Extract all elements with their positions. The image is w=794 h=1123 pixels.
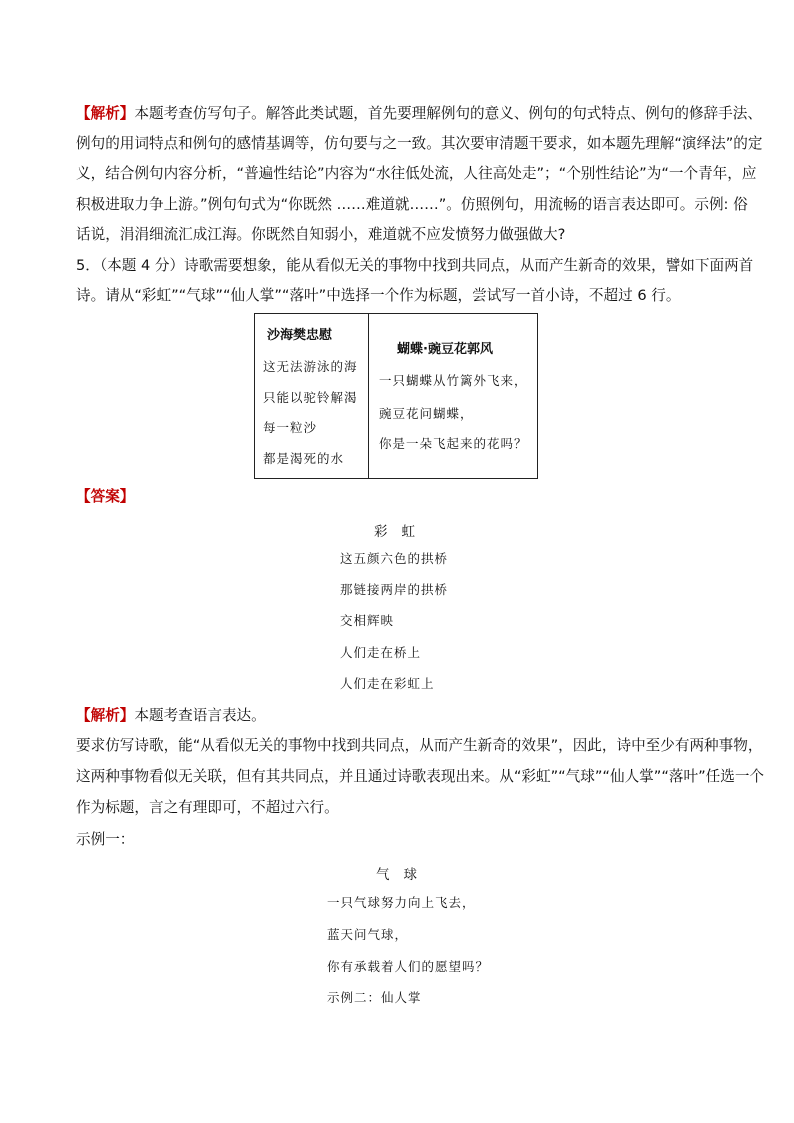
analysis-tag: 【解析】 xyxy=(76,707,135,724)
question5-line-2: 诗。请从“彩虹”“气球”“仙人掌”“落叶”中选择一个作为标题，尝试写一首小诗，不超过 6 行。 xyxy=(76,287,681,304)
poem-right-cell xyxy=(369,314,537,478)
answer-poem-line: 人们走在彩虹上 xyxy=(340,676,435,691)
analysis1-line-2: 例句的用词特点和例句的感情基调等，仿句要与之一致。其次要审清题干要求，如本题先理解“演绎法”的定 xyxy=(76,135,763,152)
poem-right-line: 一只蝴蝶从竹篱外飞来， xyxy=(379,373,528,388)
answer-tag: 【答案】 xyxy=(76,488,135,505)
poem-right-title: 蝴蝶·豌豆花郭风 xyxy=(397,342,493,357)
analysis1-line-5: 话说，涓涓细流汇成江海。你既然自知弱小，难道就不应发愤努力做强做大? xyxy=(76,226,566,243)
answer-poem-line: 那链接两岸的拱桥 xyxy=(340,582,449,597)
example1-label: 示例一： xyxy=(76,831,135,848)
poem-left-title: 沙海樊忠慰 xyxy=(267,328,333,343)
example1-line: 你有承载着人们的愿望吗？ xyxy=(327,959,490,974)
poem-left-line: 每一粒沙 xyxy=(263,420,318,435)
analysis1-line-1: 【解析】本题考查仿写句子。解答此类试题，首先要理解例句的意义、例句的句式特点、例句的修辞手法、 xyxy=(76,105,762,122)
analysis-tag: 【解析】 xyxy=(76,105,135,122)
poem-left-cell xyxy=(255,314,369,478)
poem-left-line: 只能以驼铃解渴 xyxy=(263,390,358,405)
answer-tag-line xyxy=(76,487,134,507)
example1-line: 一只气球努力向上飞去， xyxy=(327,895,476,910)
poem-table xyxy=(254,313,538,479)
answer-poem-line: 交相辉映 xyxy=(340,613,395,628)
answer-poem-line: 人们走在桥上 xyxy=(340,645,422,660)
analysis2-line-3: 这两种事物看似无关联，但有其共同点，并且通过诗歌表现出来。从“彩虹”“气球”“仙人掌”“落叶”任选一个 xyxy=(76,768,765,785)
analysis1-line-4: 积极进取力争上游。”例句句式为“你既然 ……难道就……”。仿照例句，用流畅的语言表达即可。示例: 俗 xyxy=(76,196,748,213)
analysis1-line-3: 义，结合例句内容分析，“普遍性结论”内容为“水往低处流，人往高处走”；“个别性结论”为“一个青年，应 xyxy=(76,165,757,182)
poem-left-line: 这无法游泳的海 xyxy=(263,359,358,374)
answer-poem-line: 这五颜六色的拱桥 xyxy=(340,551,449,566)
example2-label: 示例二：仙人掌 xyxy=(327,990,422,1005)
example1-line: 蓝天问气球， xyxy=(327,927,409,942)
analysis2-line-2: 要求仿写诗歌，能“从看似无关的事物中找到共同点，从而产生新奇的效果”，因此，诗中至少有两种事物， xyxy=(76,737,763,754)
answer-poem-title: 彩虹 xyxy=(374,524,429,540)
poem-right-line: 你是一朵飞起来的花吗？ xyxy=(379,436,528,451)
question5-line-1: 5．（本题 4 分）诗歌需要想象，能从看似无关的事物中找到共同点，从而产生新奇的效果，譬如下面两首 xyxy=(76,257,754,274)
poem-right-line: 豌豆花问蝴蝶， xyxy=(379,406,474,421)
example1-title: 气球 xyxy=(376,867,431,883)
analysis2-line-1: 【解析】本题考查语言表达。 xyxy=(76,707,266,724)
analysis2-line-4: 作为标题，言之有理即可，不超过六行。 xyxy=(76,799,339,816)
poem-left-line: 都是渴死的水 xyxy=(263,451,345,466)
